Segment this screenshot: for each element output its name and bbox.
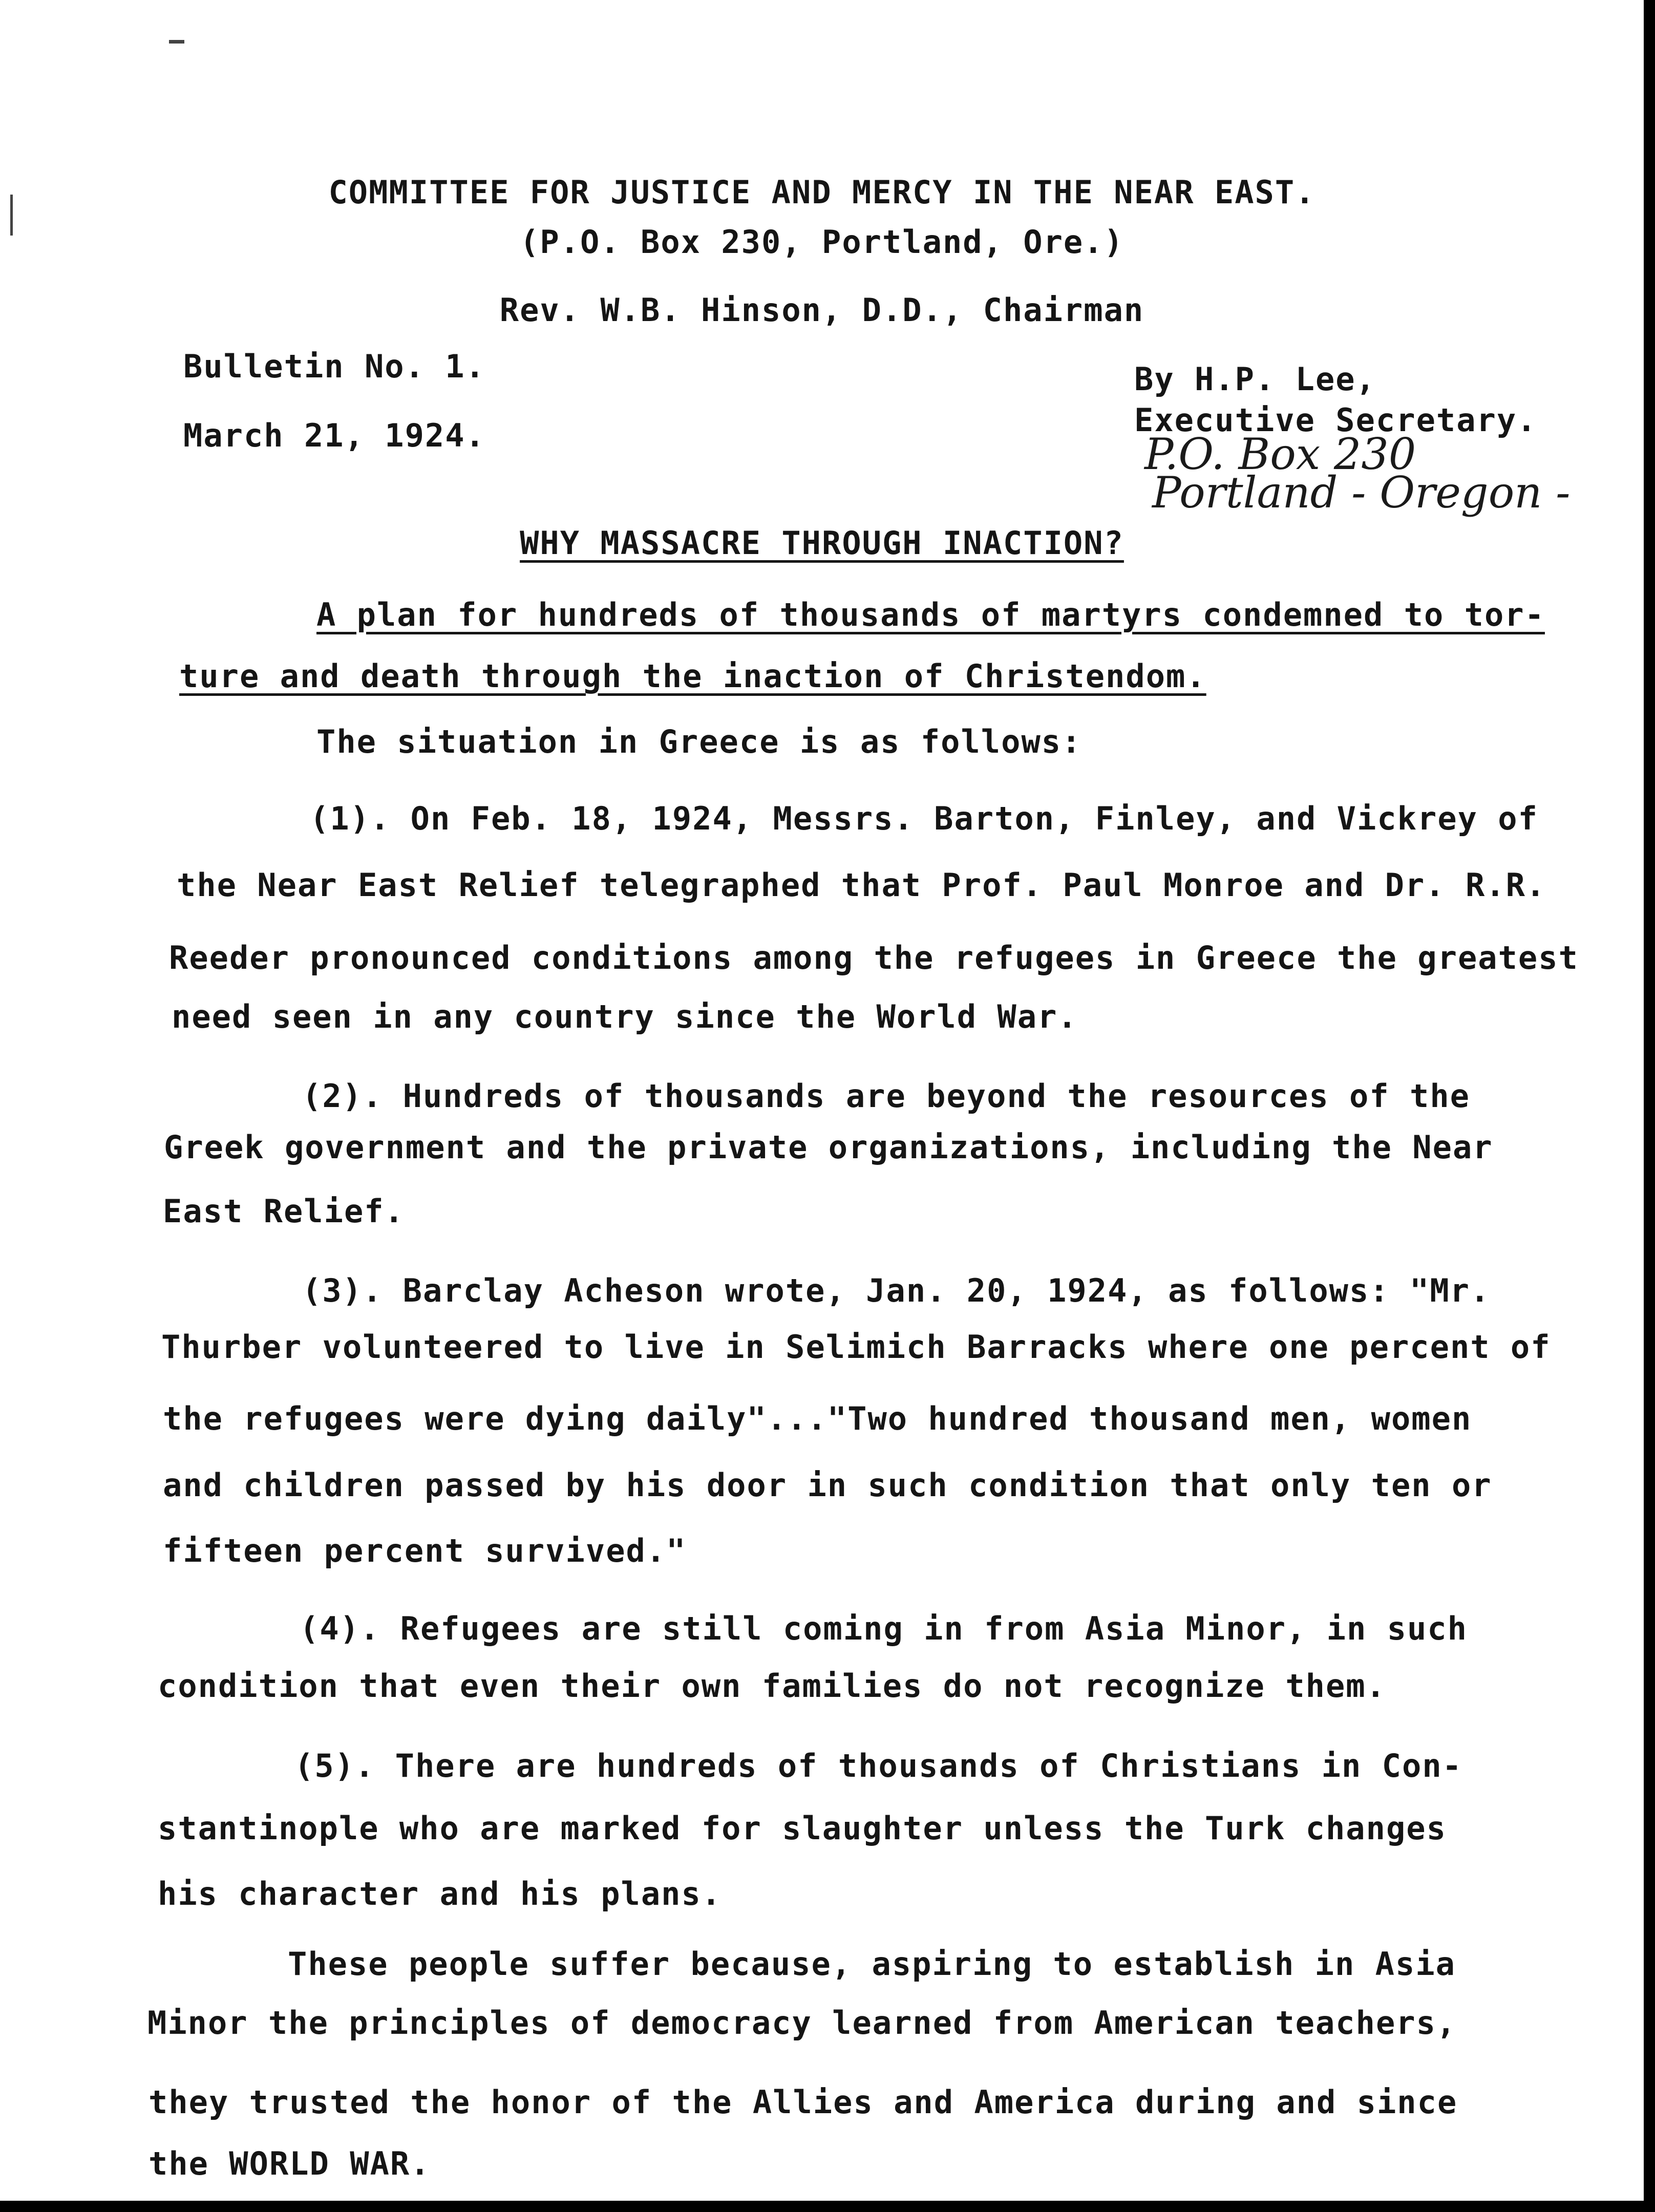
item-3-line-2: Thurber volunteered to live in Selimich Barracks where one percent of [161, 1328, 1551, 1366]
item-3-line-1: (3). Barclay Acheson wrote, Jan. 20, 1924, as follows: "Mr. [302, 1272, 1491, 1309]
item-1-line-3: Reeder pronounced conditions among the refugees in Greece the greatest [169, 939, 1579, 976]
handwritten-box: P.O. Box 230 [1144, 429, 1416, 479]
item-4-line-1: (4). Refugees are still coming in from Asia Minor, in such [300, 1610, 1468, 1647]
closing-line-2: Minor the principles of democracy learned from American teachers, [147, 2004, 1457, 2041]
committee-name: COMMITTEE FOR JUSTICE AND MERCY IN THE NEAR EAST. [328, 174, 1315, 211]
author-title: Executive Secretary. [1134, 401, 1537, 439]
item-1-line-2: the Near East Relief telegraphed that Prof. Paul Monroe and Dr. R.R. [177, 866, 1546, 904]
scan-mark [169, 40, 184, 44]
page-title: WHY MASSACRE THROUGH INACTION? [520, 524, 1124, 562]
bulletin-date: March 21, 1924. [183, 417, 485, 454]
item-2-line-3: East Relief. [163, 1193, 405, 1230]
closing-line-3: they trusted the honor of the Allies and America during and since [148, 2083, 1458, 2121]
bulletin-number: Bulletin No. 1. [183, 348, 485, 385]
item-3-line-5: fifteen percent survived." [163, 1532, 687, 1569]
intro-line: The situation in Greece is as follows: [316, 723, 1082, 760]
item-2-line-2: Greek government and the private organizations, including the Near [164, 1129, 1493, 1166]
item-2-line-1: (2). Hundreds of thousands are beyond the resources of the [302, 1077, 1470, 1115]
author-name: By H.P. Lee, [1134, 360, 1376, 398]
item-3-line-4: and children passed by his door in such condition that only ten or [163, 1466, 1492, 1504]
subtitle-line-2: ture and death through the inaction of Christendom. [179, 657, 1206, 695]
item-1-line-1: (1). On Feb. 18, 1924, Messrs. Barton, Finley, and Vickrey of [310, 800, 1538, 837]
chairman-line: Rev. W.B. Hinson, D.D., Chairman [499, 291, 1144, 329]
item-3-line-3: the refugees were dying daily"..."Two hundred thousand men, women [163, 1400, 1472, 1437]
closing-line-1: These people suffer because, aspiring to establish in Asia [288, 1945, 1456, 1983]
closing-line-4: the WORLD WAR. [148, 2145, 431, 2182]
item-4-line-2: condition that even their own families do not recognize them. [158, 1667, 1386, 1705]
handwritten-city: Portland - Oregon - [1152, 467, 1571, 518]
item-1-line-4: need seen in any country since the World War. [172, 998, 1078, 1035]
item-5-line-2: stantinople who are marked for slaughter unless the Turk changes [158, 1810, 1447, 1847]
item-5-line-1: (5). There are hundreds of thousands of Christians in Con- [294, 1747, 1462, 1784]
item-5-line-3: his character and his plans. [158, 1875, 722, 1912]
subtitle-line-1: A plan for hundreds of thousands of martyrs condemned to tor- [316, 596, 1545, 633]
committee-address: (P.O. Box 230, Portland, Ore.) [520, 223, 1124, 261]
